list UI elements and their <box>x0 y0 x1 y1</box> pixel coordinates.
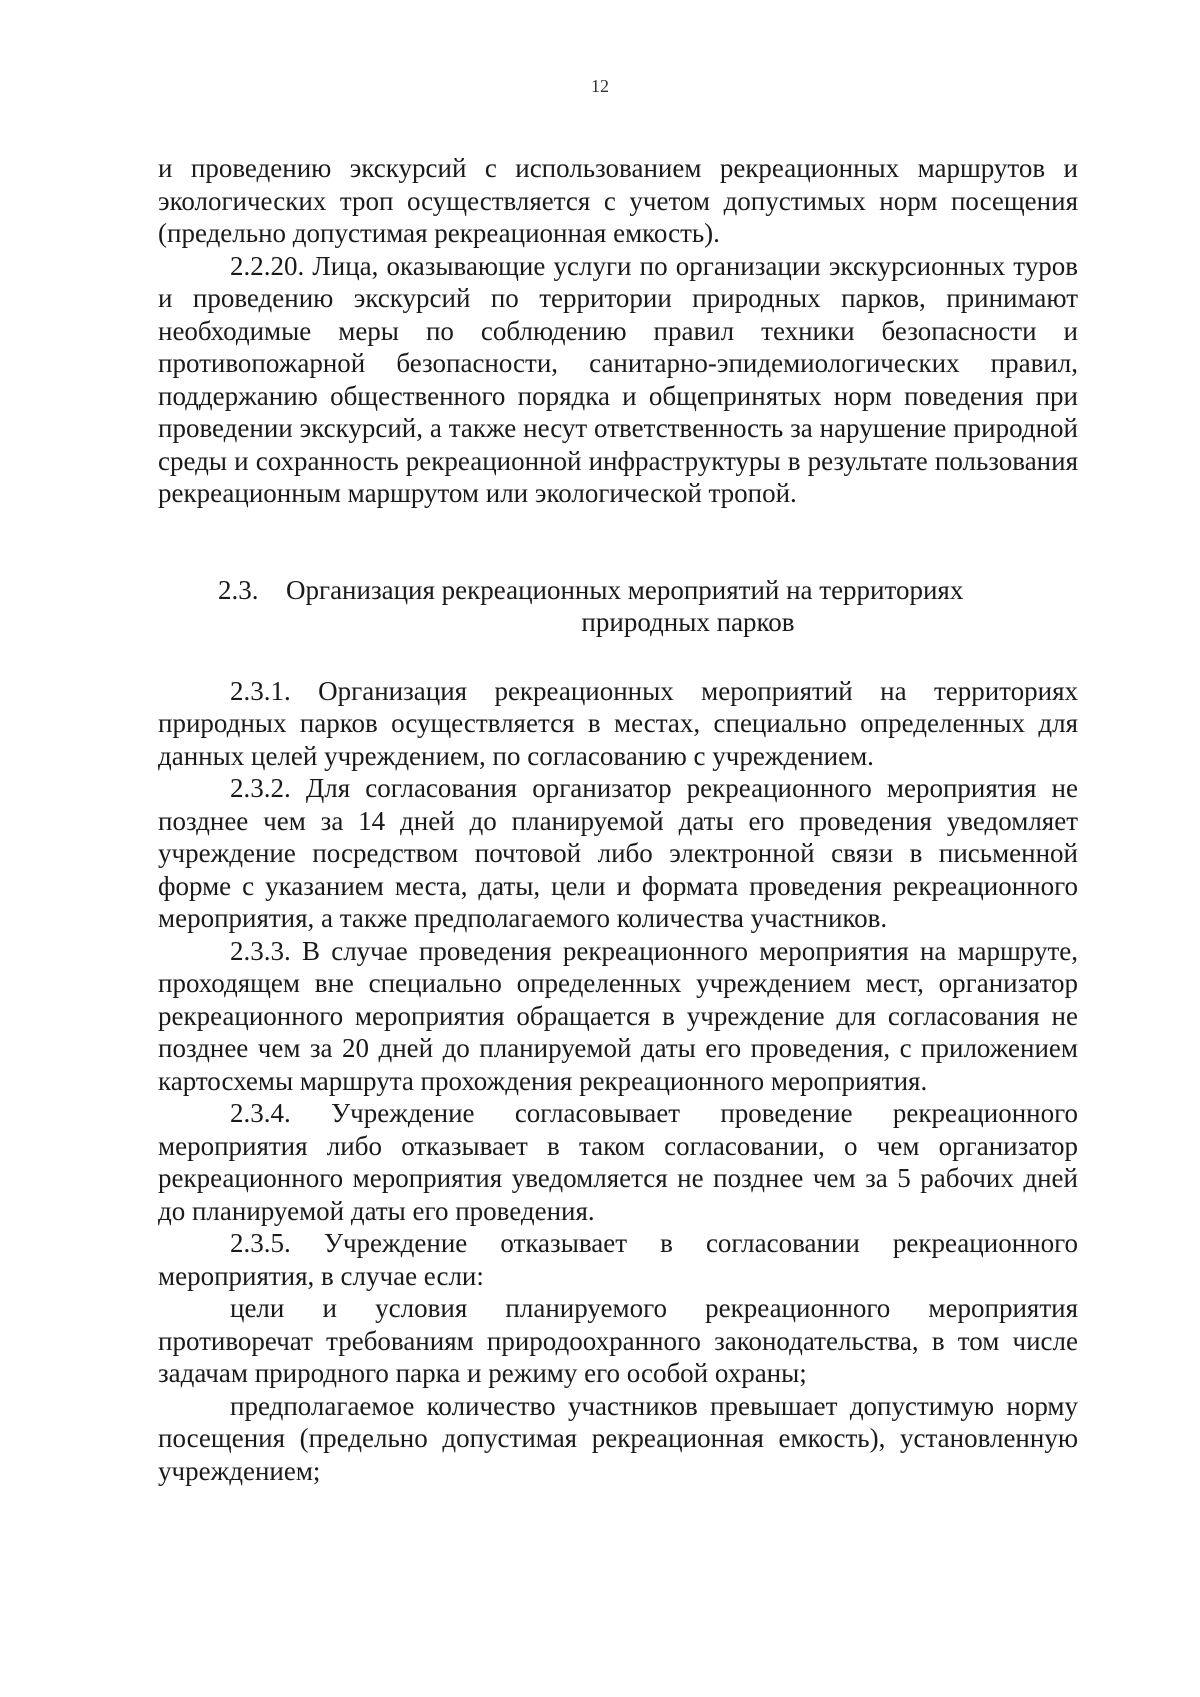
paragraph-exc-continuation: и проведению экскурсий с использованием рекреационных маршрутов и экологических троп осуществляется с учетом допустимых норм посещения (предельно допустимая рекреационная емкость). <box>158 153 1078 248</box>
paragraph-2-2-20: 2.2.20. Лица, оказывающие услуги по организации экскурсионных туров и проведению экскурсий по территории природных парков, принимают необходимые меры по соблюдению правил техники безопасности и противопожарной безопасности, санитарно-эпидемиологических правил, поддержанию общественного порядка и общепринятых норм поведения при проведении экскурсий, а также несут ответственность за нарушение природной среды и сохранность рекреационной инфраструктуры в результате пользования рекреационным маршрутом или экологической тропой. <box>158 250 1078 508</box>
document-body <box>158 152 1078 1487</box>
page-number: 12 <box>591 76 609 96</box>
section-title-line1: Организация рекреационных мероприятий на территориях <box>286 574 964 605</box>
list-item-participants: предполагаемое количество участников превышает допустимую норму посещения (предельно допустимая рекреационная емкость), установленную учреждением; <box>158 1390 1078 1486</box>
paragraph-2-3-2: 2.3.2. Для согласования организатор рекреационного мероприятия не позднее чем за 14 дней до планируемой даты его проведения уведомляет учреждение посредством почтовой либо электронной связи в письменной форме с указанием места, даты, цели и формата проведения рекреационного мероприятия, а также предполагаемого количества участников. <box>158 773 1078 933</box>
paragraph-2-3-4: 2.3.4. Учреждение согласовывает проведение рекреационного мероприятия либо отказывает в таком согласовании, о чем организатор рекреационного мероприятия уведомляется не позднее чем за 5 рабочих дней до планируемой даты его проведения. <box>158 1098 1078 1226</box>
paragraph-2-3-1: 2.3.1. Организация рекреационных мероприятий на территориях природных парков осуществляется в местах, специально определенных для данных целей учреждением, по согласованию с учреждением. <box>158 675 1078 771</box>
section-heading <box>158 574 1078 639</box>
paragraph-2-3-3: 2.3.3. В случае проведения рекреационного мероприятия на маршруте, проходящем вне специально определенных учреждением мест, организатор рекреационного мероприятия обращается в учреждение для согласования не позднее чем за 20 дней до планируемой даты его проведения, с приложением картосхемы маршрута прохождения рекреационного мероприятия. <box>158 935 1078 1096</box>
list-item-goals: цели и условия планируемого рекреационного мероприятия противоречат требованиям природоохранного законодательства, в том числе задачам природного парка и режиму его особой охраны; <box>158 1293 1078 1388</box>
paragraph-2-3-5: 2.3.5. Учреждение отказывает в согласовании рекреационного мероприятия, в случае если: <box>158 1228 1078 1291</box>
section-number: 2.3. <box>218 574 259 605</box>
section-title-line2: природных парков <box>581 607 795 637</box>
